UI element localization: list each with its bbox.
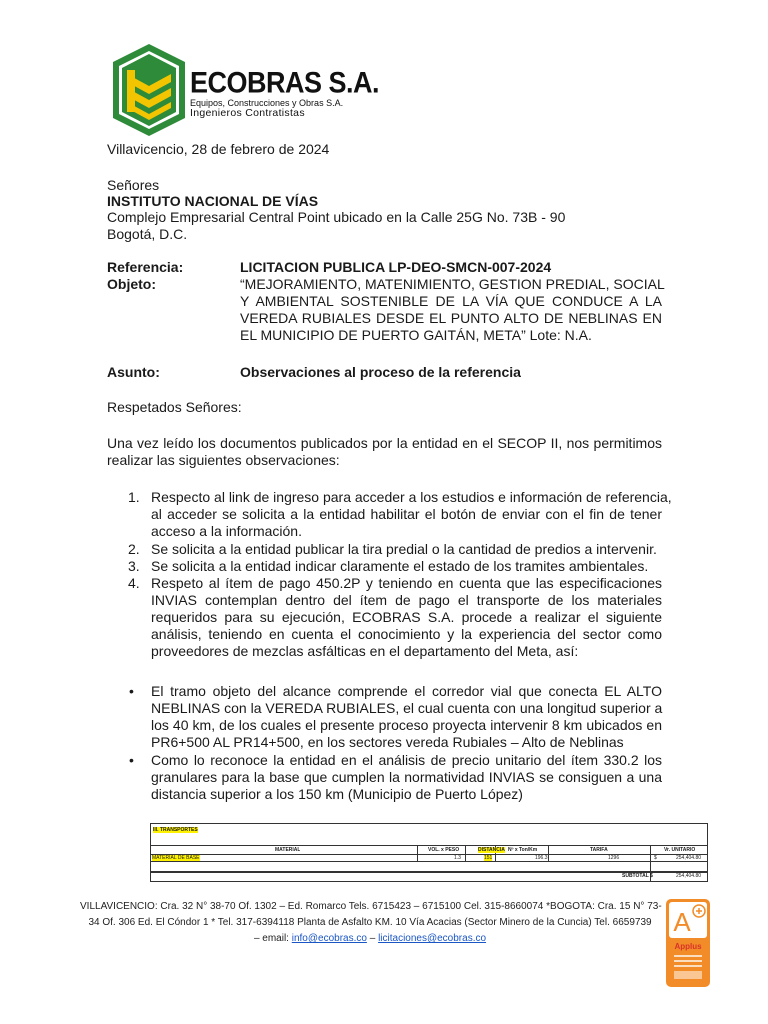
footer-address-line: VILLAVICENCIO: Cra. 32 N° 38-70 Of. 1302 – Ed. Romarco Tels. 6715423 – 6715100 Cel. 315-8660074 *BOGOTA: Cra. 15 N° 73- [80, 901, 662, 912]
list-number: 4. [128, 575, 140, 591]
list-item: Se solicita a la entidad publicar la tira predial o la cantidad de predios a intervenir. [151, 541, 657, 557]
bullet-icon: • [129, 752, 134, 768]
list-number: 1. [128, 489, 140, 505]
bullet-item [151, 683, 662, 751]
list-item [151, 489, 672, 540]
bullet-item [151, 752, 662, 803]
footer-email-prefix: – email: [253, 933, 289, 944]
footer-address-line: 34 Of. 306 Ed. El Cóndor 1 * Tel. 317-6394118 Planta de Asfalto KM. 10 Vía Acacias (Sector Minero de la Cuncia) Tel. 6659739 [88, 917, 652, 928]
email-link-licitaciones[interactable]: licitaciones@ecobras.co [378, 933, 487, 944]
table-cell-tonkm: 196.3 [535, 855, 548, 861]
badge-grade: A [673, 907, 691, 937]
bullet-icon: • [129, 683, 134, 699]
table-cell-material: MATERIAL DE BASE [152, 855, 200, 861]
bullet-line: Como lo reconoce la entidad en el análisis de precio unitario del ítem 330.2 los [151, 752, 662, 768]
list-item-line: Respeto al ítem de pago 450.2P y teniendo en cuenta que las especificaciones [151, 575, 662, 591]
subject-value: Observaciones al proceso de la referencia [240, 364, 521, 380]
bullet-line: El tramo objeto del alcance comprende el corredor vial que conecta EL ALTO [151, 683, 662, 699]
list-item [151, 575, 662, 660]
badge-brand: Applus [674, 942, 702, 951]
certification-seal-icon [666, 899, 710, 989]
footer-separator: – [369, 933, 376, 944]
table-cell-vol: 1.3 [454, 855, 461, 861]
recipient-name: INSTITUTO NACIONAL DE VÍAS [107, 193, 319, 209]
list-item-line: requeridos para su ejecución, ECOBRAS S.A. procede a realizar el siguiente [151, 609, 662, 625]
greeting: Respetados Señores: [107, 399, 242, 415]
table-header-tarifa: TARIFA [590, 847, 608, 853]
list-item-line: INVIAS contemplan dentro del ítem de pago el transporte de los materiales [151, 592, 662, 608]
intro-line: realizar las siguientes observaciones: [107, 452, 340, 468]
footer-email-line [80, 931, 660, 947]
table-subtotal-value: 254,404.80 [676, 873, 702, 879]
ecobras-logo [113, 44, 185, 136]
list-number: 2. [128, 541, 140, 557]
bullet-line: PR6+500 AL PR14+500, en los sectores vereda Rubiales – Alto de Neblinas [151, 734, 624, 750]
salutation-to: Señores [107, 177, 160, 193]
brand-subtitle: Equipos, Construcciones y Obras S.A. [190, 98, 344, 108]
table-cell-tarifa: 1296 [608, 855, 620, 861]
list-item-line: al acceder se solicita a la entidad habilitar el botón de enviar con el fin de tener [151, 506, 662, 522]
table-cell-currency: $ [654, 855, 657, 861]
subject-label: Asunto: [107, 364, 160, 380]
email-link-info[interactable]: info@ecobras.co [291, 933, 367, 944]
recipient-city: Bogotá, D.C. [107, 226, 188, 242]
intro-line: Una vez leído los documentos publicados por la entidad en el SECOP II, nos permitimos [107, 435, 662, 451]
reference-label: Referencia: [107, 259, 184, 275]
bullet-line: granulares para la base que cumplen la normatividad INVIAS se consiguen a una [151, 769, 662, 785]
list-item-line: acceso a la información. [151, 523, 302, 539]
place-date: Villavicencio, 28 de febrero de 2024 [107, 141, 330, 157]
reference-value: LICITACION PUBLICA LP-DEO-SMCN-007-2024 [240, 259, 552, 275]
table-header-distance: DISTANCIA [478, 847, 505, 853]
list-item-line: Respecto al link de ingreso para acceder a los estudios e información de referencia, [151, 489, 672, 505]
object-line: VEREDA RUBIALES DESDE EL PUNTO ALTO DE NEBLINAS EN [240, 310, 662, 326]
table-subtotal-label: SUBTOTAL $ [622, 873, 653, 879]
recipient-address: Complejo Empresarial Central Point ubicado en la Calle 25G No. 73B - 90 [107, 209, 566, 225]
list-item: Se solicita a la entidad indicar claramente el estado de los tramites ambientales. [151, 558, 649, 574]
intro-paragraph [107, 435, 662, 469]
list-number: 3. [128, 558, 140, 574]
table-section-title: III. TRANSPORTES [153, 827, 198, 833]
list-item-line: análisis, teniendo en cuenta el conocimiento y la experiencia del sector como [151, 626, 662, 642]
object-line: Y AMBIENTAL SOSTENIBLE DE LA VÍA QUE CONDUCE A LA [240, 293, 662, 309]
bullet-line: los 40 km, de los cuales el presente proceso proyecta intervenir 8 km ubicados en [151, 717, 662, 733]
table-header-unitario: Vr. UNITARIO [664, 847, 696, 853]
bullet-line: NEBLINAS con la VEREDA RUBIALES, el cual cuenta con una longitud superior a [151, 700, 663, 716]
footer [80, 899, 660, 947]
brand-name: ECOBRAS S.A. [190, 65, 380, 99]
table-cell-unitario: 254,404.80 [676, 855, 702, 861]
table-cell-distance: 151 [484, 855, 493, 861]
transport-table [150, 823, 708, 883]
object-text [240, 276, 665, 344]
table-header-material: MATERIAL [275, 847, 301, 853]
table-header-tonkm: Nº x Ton/Km [508, 847, 538, 853]
table-header-vol: VOL. x PESO [428, 847, 460, 853]
applus-certification-badge [666, 899, 710, 989]
object-line: EL MUNICIPIO DE PUERTO GAITÁN, META” Lote: N.A. [240, 327, 592, 343]
list-item-line: proveedores de mezclas asfálticas en el departamento del Meta, así: [151, 643, 579, 659]
object-label: Objeto: [107, 276, 156, 292]
bullet-line: distancia superior a los 150 km (Municipio de Puerto López) [151, 786, 523, 802]
object-line: “MEJORAMIENTO, MATENIMIENTO, GESTION PREDIAL, SOCIAL [240, 276, 665, 292]
brand-tagline: Ingenieros Contratistas [190, 107, 305, 119]
